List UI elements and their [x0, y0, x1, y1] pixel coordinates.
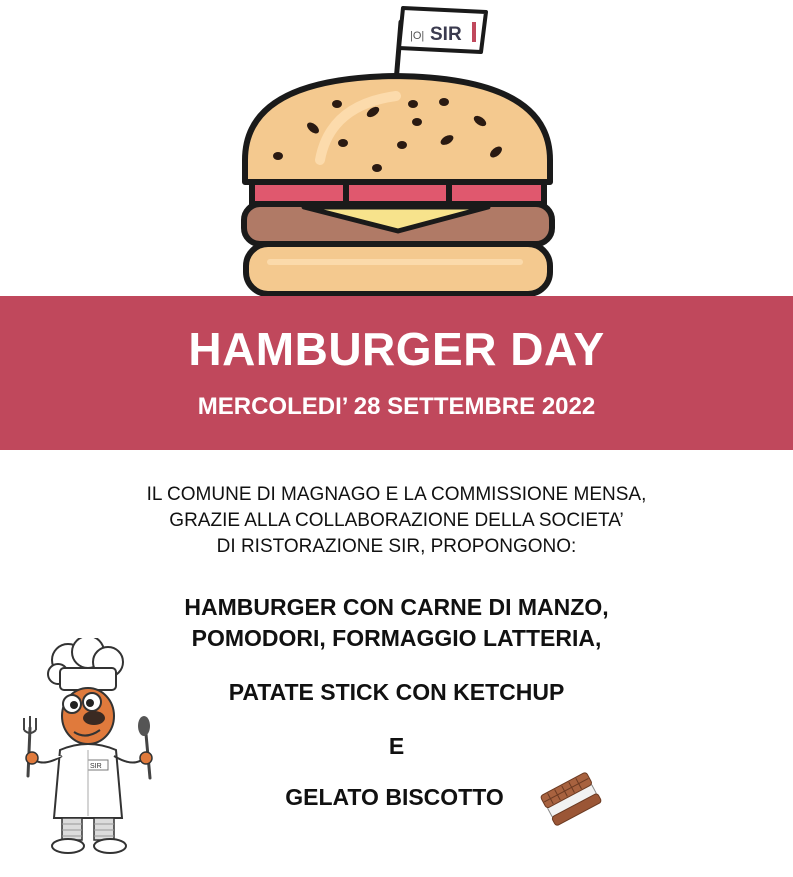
ice-cream-sandwich-icon — [540, 770, 602, 828]
hamburger-icon — [0, 0, 793, 300]
page-title: HAMBURGER DAY — [188, 323, 605, 375]
chef-icon — [18, 638, 158, 863]
flag-logo-text: SIR — [430, 24, 462, 45]
menu-conjunction: E — [388, 733, 405, 759]
intro-line-3: DI RISTORAZIONE SIR, PROPONGONO: — [216, 536, 577, 557]
intro-text — [0, 482, 793, 560]
sir-flag — [399, 8, 486, 52]
hamburger-illustration — [0, 0, 793, 300]
menu-item-hamburger-line-2: POMODORI, FORMAGGIO LATTERIA, — [191, 625, 602, 651]
intro-line-1: IL COMUNE DI MAGNAGO E LA COMMISSIONE MENSA, — [146, 484, 647, 505]
intro-line-2: GRAZIE ALLA COLLABORAZIONE DELLA SOCIETA’ — [169, 510, 624, 531]
chef-mascot — [18, 638, 158, 863]
svg-text:SIR: SIR — [90, 763, 102, 770]
menu-item-hamburger-line-1: HAMBURGER CON CARNE DI MANZO, — [184, 594, 609, 620]
menu-item-fries: PATATE STICK CON KETCHUP — [228, 679, 565, 705]
menu-item-gelato-label: GELATO BISCOTTO — [285, 784, 504, 810]
svg-text:|O|: |O| — [410, 30, 425, 42]
title-banner — [0, 296, 793, 450]
event-date: MERCOLEDI’ 28 SETTEMBRE 2022 — [197, 393, 596, 420]
